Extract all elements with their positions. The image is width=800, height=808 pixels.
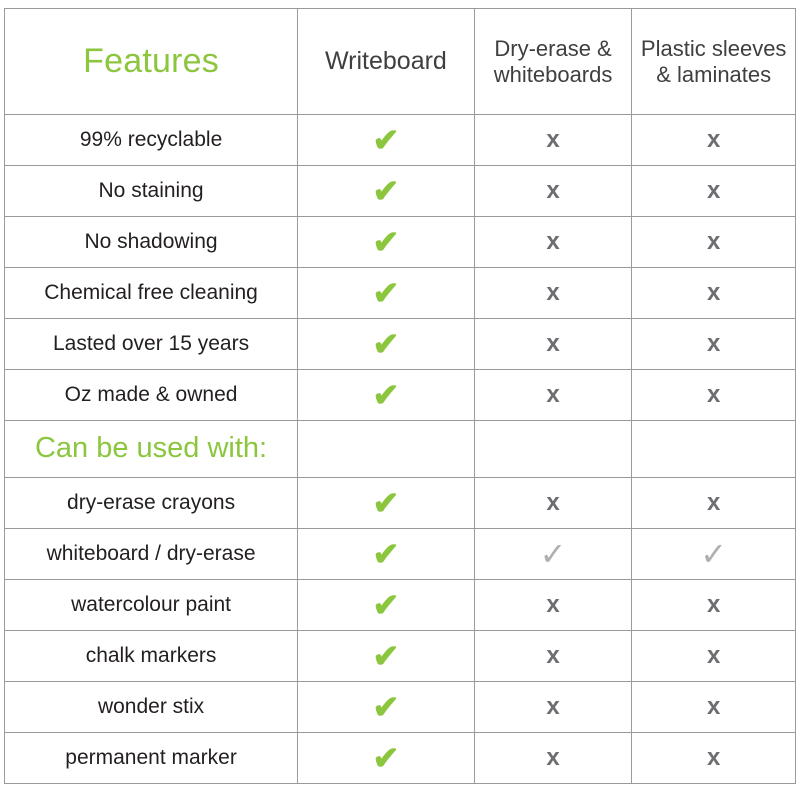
table-section-row	[5, 421, 796, 478]
feature-label: permanent marker	[5, 733, 298, 784]
plastic-sleeves-mark-cell	[632, 166, 796, 217]
writeboard-mark-cell	[298, 580, 475, 631]
writeboard-mark-cell	[298, 319, 475, 370]
plastic-sleeves-mark: x	[707, 489, 721, 516]
writeboard-mark: ✔	[372, 224, 400, 260]
feature-label: No shadowing	[5, 217, 298, 268]
dry-erase-mark: ✓	[539, 536, 567, 572]
plastic-sleeves-mark-cell	[632, 631, 796, 682]
dry-erase-mark-cell	[474, 319, 632, 370]
dry-erase-mark-cell	[474, 217, 632, 268]
plastic-sleeves-mark: x	[707, 228, 721, 255]
feature-comparison-table	[4, 8, 796, 784]
plastic-sleeves-mark: x	[707, 591, 721, 618]
writeboard-mark: ✔	[372, 587, 400, 623]
feature-label: chalk markers	[5, 631, 298, 682]
writeboard-mark: ✔	[372, 326, 400, 362]
header-dry-erase-line2: whiteboards	[493, 61, 613, 87]
writeboard-mark: ✔	[372, 275, 400, 311]
feature-label: whiteboard / dry-erase	[5, 529, 298, 580]
table-header-row	[5, 9, 796, 115]
plastic-sleeves-mark-cell	[632, 217, 796, 268]
plastic-sleeves-mark: x	[707, 126, 721, 153]
dry-erase-mark-cell	[474, 631, 632, 682]
writeboard-mark: ✔	[372, 740, 400, 776]
dry-erase-mark-cell	[474, 115, 632, 166]
plastic-sleeves-mark-cell	[632, 580, 796, 631]
table-row	[5, 370, 796, 421]
plastic-sleeves-mark: x	[707, 330, 721, 357]
feature-label: Lasted over 15 years	[5, 319, 298, 370]
plastic-sleeves-mark: x	[707, 381, 721, 408]
table-row	[5, 217, 796, 268]
feature-label: No staining	[5, 166, 298, 217]
writeboard-mark: ✔	[372, 689, 400, 725]
writeboard-mark-cell	[298, 478, 475, 529]
section-title: Can be used with:	[5, 421, 298, 478]
feature-label: watercolour paint	[5, 580, 298, 631]
feature-label: dry-erase crayons	[5, 478, 298, 529]
dry-erase-mark: x	[546, 591, 560, 618]
feature-label: wonder stix	[5, 682, 298, 733]
writeboard-mark: ✔	[372, 485, 400, 521]
dry-erase-mark-cell	[474, 682, 632, 733]
header-features: Features	[5, 9, 298, 115]
plastic-sleeves-mark: x	[707, 642, 721, 669]
writeboard-mark-cell	[298, 115, 475, 166]
writeboard-mark-cell	[298, 217, 475, 268]
table-row	[5, 478, 796, 529]
writeboard-mark-cell	[298, 370, 475, 421]
writeboard-mark: ✔	[372, 377, 400, 413]
plastic-sleeves-mark: x	[707, 744, 721, 771]
plastic-sleeves-mark: x	[707, 177, 721, 204]
section-blank-cell-dry-erase	[474, 421, 632, 478]
dry-erase-mark-cell	[474, 166, 632, 217]
plastic-sleeves-mark-cell	[632, 319, 796, 370]
dry-erase-mark: x	[546, 693, 560, 720]
dry-erase-mark-cell	[474, 478, 632, 529]
writeboard-mark: ✔	[372, 638, 400, 674]
writeboard-mark-cell	[298, 268, 475, 319]
dry-erase-mark-cell	[474, 529, 632, 580]
header-dry-erase-line1: Dry-erase &	[494, 35, 612, 61]
writeboard-mark-cell	[298, 682, 475, 733]
writeboard-mark-cell	[298, 166, 475, 217]
dry-erase-mark: x	[546, 177, 560, 204]
dry-erase-mark: x	[546, 381, 560, 408]
table-row	[5, 682, 796, 733]
dry-erase-mark: x	[546, 126, 560, 153]
writeboard-mark: ✔	[372, 122, 400, 158]
dry-erase-mark: x	[546, 228, 560, 255]
dry-erase-mark-cell	[474, 370, 632, 421]
table-row	[5, 166, 796, 217]
dry-erase-mark-cell	[474, 733, 632, 784]
table-row	[5, 580, 796, 631]
dry-erase-mark-cell	[474, 268, 632, 319]
section-blank-cell-writeboard	[298, 421, 475, 478]
writeboard-mark-cell	[298, 733, 475, 784]
plastic-sleeves-mark-cell	[632, 682, 796, 733]
writeboard-mark-cell	[298, 631, 475, 682]
feature-label: Chemical free cleaning	[5, 268, 298, 319]
feature-label: Oz made & owned	[5, 370, 298, 421]
plastic-sleeves-mark-cell	[632, 529, 796, 580]
header-plastic-sleeves	[632, 9, 796, 115]
dry-erase-mark: x	[546, 744, 560, 771]
table-row	[5, 733, 796, 784]
dry-erase-mark: x	[546, 489, 560, 516]
table-row	[5, 631, 796, 682]
writeboard-mark-cell	[298, 529, 475, 580]
table-row	[5, 115, 796, 166]
plastic-sleeves-mark: x	[707, 279, 721, 306]
plastic-sleeves-mark-cell	[632, 115, 796, 166]
plastic-sleeves-mark-cell	[632, 370, 796, 421]
plastic-sleeves-mark-cell	[632, 733, 796, 784]
header-plastic-line1: Plastic sleeves	[640, 35, 787, 61]
table-row	[5, 268, 796, 319]
plastic-sleeves-mark: x	[707, 693, 721, 720]
header-writeboard: Writeboard	[298, 9, 475, 115]
writeboard-mark: ✔	[372, 536, 400, 572]
plastic-sleeves-mark: ✓	[700, 536, 728, 572]
dry-erase-mark: x	[546, 330, 560, 357]
dry-erase-mark: x	[546, 642, 560, 669]
header-plastic-line2: & laminates	[656, 61, 772, 87]
table-row	[5, 529, 796, 580]
dry-erase-mark: x	[546, 279, 560, 306]
dry-erase-mark-cell	[474, 580, 632, 631]
writeboard-mark: ✔	[372, 173, 400, 209]
header-dry-erase	[474, 9, 632, 115]
feature-label: 99% recyclable	[5, 115, 298, 166]
plastic-sleeves-mark-cell	[632, 268, 796, 319]
table-row	[5, 319, 796, 370]
section-blank-cell-plastic	[632, 421, 796, 478]
plastic-sleeves-mark-cell	[632, 478, 796, 529]
